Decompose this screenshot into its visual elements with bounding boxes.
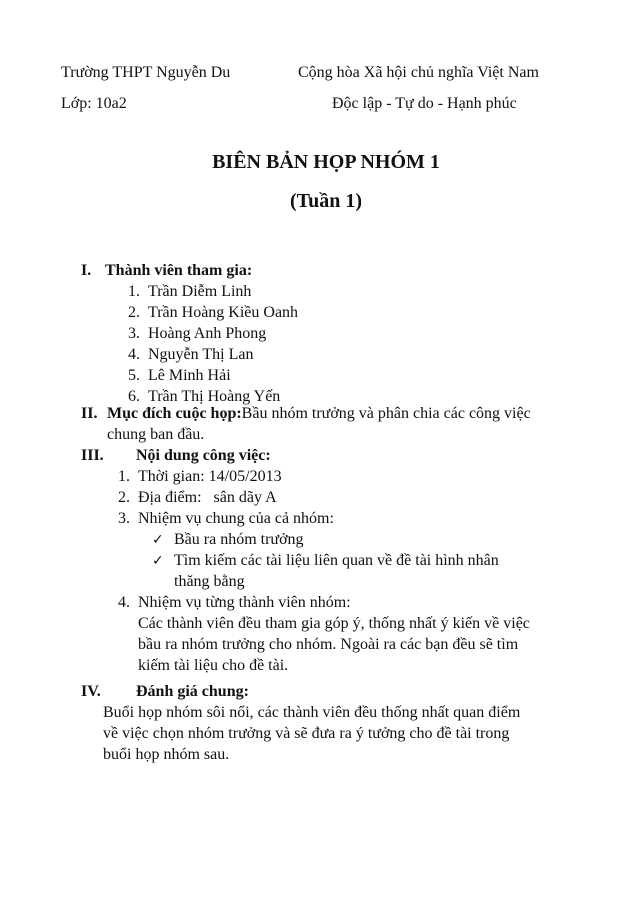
task-item: ✓ Tìm kiếm các tài liệu liên quan về đề tài hình nhân [152,550,499,572]
content-item-member-tasks: 4. Nhiệm vụ từng thành viên nhóm: [118,594,351,611]
evaluation-line: về việc chọn nhóm trưởng và sẽ đưa ra ý tưởng cho đề tài trong [103,725,510,742]
section-1-title: Thành viên tham gia: [105,262,253,279]
evaluation-line: Buổi họp nhóm sôi nổi, các thành viên đều thống nhất quan điểm [103,704,521,721]
task-item-continuation: thăng bằng [174,573,245,590]
member-item: 5. Lê Minh Hải [128,367,231,384]
member-tasks-line: kiếm tài liệu cho đề tài. [138,657,289,674]
section-3-heading [81,445,271,466]
task-item: ✓ Bầu ra nhóm trưởng [152,529,304,551]
section-2-line-2: chung ban đầu. [107,426,205,443]
section-1-heading [81,260,252,281]
section-3-numeral: III. [81,447,104,464]
content-item-location: 2. Địa điểm: sân dãy A [118,489,277,506]
section-2-line-1 [81,403,531,424]
member-item: 2. Trần Hoàng Kiều Oanh [128,304,299,321]
member-item: 6. Trần Thị Hoàng Yến [128,388,281,405]
section-2-numeral: II. [81,405,98,422]
section-3-title: Nội dung công việc: [136,447,271,464]
member-item: 1. Trần Diễm Linh [128,283,252,300]
school-name: Trường THPT Nguyễn Du [61,64,231,81]
member-tasks-line: bầu ra nhóm trưởng cho nhóm. Ngoài ra các bạn đều sẽ tìm [138,636,519,653]
section-4-heading [81,681,249,702]
class-label: Lớp: 10a2 [61,95,127,112]
document-week: (Tuần 1) [289,190,363,212]
document-title: BIÊN BẢN HỌP NHÓM 1 [212,151,440,173]
content-item-time: 1. Thời gian: 14/05/2013 [118,468,282,485]
checkmark-icon: ✓ [152,532,164,548]
section-2-text: Bầu nhóm trưởng và phân chia các công việc [241,405,531,422]
section-1-numeral: I. [81,262,92,279]
national-motto: Độc lập - Tự do - Hạnh phúc [332,95,517,112]
section-4-title: Đánh giá chung: [136,683,249,700]
member-item: 3. Hoàng Anh Phong [128,325,267,342]
country-name: Cộng hòa Xã hội chủ nghĩa Việt Nam [298,64,539,81]
evaluation-line: buổi họp nhóm sau. [103,746,230,763]
checkmark-icon: ✓ [152,553,164,569]
member-tasks-line: Các thành viên đều tham gia góp ý, thống nhất ý kiến về việc [138,615,530,632]
section-2-title: Mục đích cuộc họp: [107,405,242,422]
content-item-group-tasks: 3. Nhiệm vụ chung của cả nhóm: [118,510,334,527]
section-4-numeral: IV. [81,683,101,700]
member-item: 4. Nguyễn Thị Lan [128,346,254,363]
